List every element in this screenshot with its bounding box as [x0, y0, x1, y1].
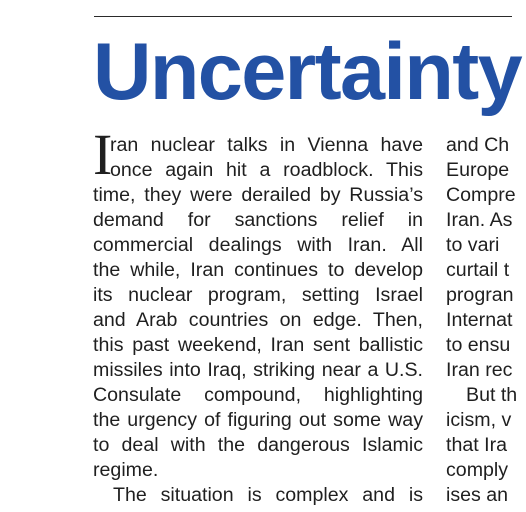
body-line: that Ira — [446, 434, 507, 456]
body-line: demand for sanctions relief in — [93, 209, 423, 231]
body-line: to vari — [446, 234, 500, 256]
body-line: the urgency of figuring out some way — [93, 409, 423, 431]
body-line: this past weekend, Iran sent ballistic — [93, 334, 423, 356]
body-line: Iran rec — [446, 359, 513, 381]
body-line: and Ch — [446, 134, 510, 156]
body-line: regime. — [93, 459, 159, 481]
body-line: its nuclear program, setting Israel — [93, 284, 423, 306]
body-line: Iran. As — [446, 209, 513, 231]
body-line: commercial dealings with Iran. All — [93, 234, 423, 256]
body-line: the while, Iran continues to develop — [93, 259, 423, 281]
drop-cap: I — [93, 122, 113, 187]
body-line: missiles into Iraq, striking near a U.S. — [93, 359, 423, 381]
body-line: Europe — [446, 159, 510, 181]
body-line: ran nuclear talks in Vienna have — [110, 134, 423, 156]
headline: Uncertainty — [93, 27, 522, 117]
body-line: ises an — [446, 484, 509, 506]
body-line: Consulate compound, highlighting — [93, 384, 423, 406]
body-line: But th — [466, 384, 518, 406]
body-line: to deal with the dangerous Islamic — [93, 434, 423, 456]
body-line: Internat — [446, 309, 513, 331]
body-line: time, they were derailed by Russia’s — [93, 184, 423, 206]
body-line: to ensu — [446, 334, 511, 356]
left-column — [93, 122, 423, 508]
body-line: comply — [446, 459, 509, 481]
body-line: curtail t — [446, 259, 510, 281]
right-column — [446, 133, 526, 508]
body-line: icism, v — [446, 409, 512, 431]
top-rule — [94, 16, 512, 17]
body-line: Compre — [446, 184, 516, 206]
body-line: The situation is complex and is — [113, 484, 423, 506]
body-line: and Arab countries on edge. Then, — [93, 309, 423, 331]
body-line: once again hit a roadblock. This — [110, 159, 423, 181]
body-line: progran — [446, 284, 514, 306]
dropcap-line-2 — [93, 158, 423, 183]
